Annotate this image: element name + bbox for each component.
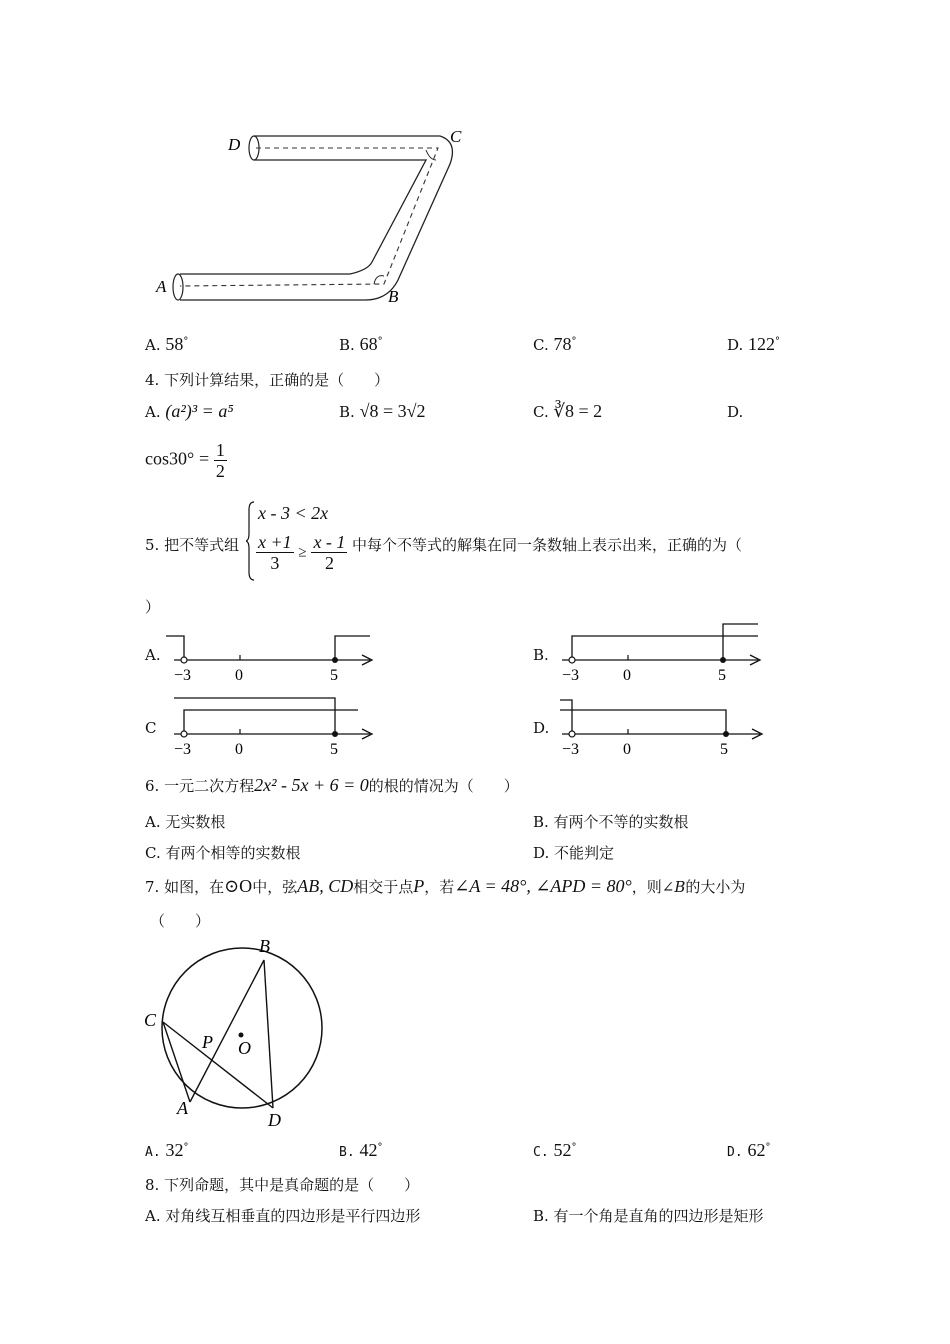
number-line-c: [160, 692, 380, 758]
svg-text:P: P: [202, 1032, 213, 1052]
q5-option-c-letter: C: [145, 719, 157, 737]
angle-conditions: ∠A = 48°, ∠APD = 80°: [454, 876, 632, 896]
option-expr: (a²)³ = a⁵: [165, 401, 234, 421]
number-line-a: [160, 628, 380, 686]
svg-text:O: O: [238, 1038, 251, 1058]
number-line-d: [548, 692, 768, 758]
svg-text:5: 5: [330, 741, 338, 758]
fraction-right: $\frac{x - 1}{2}$: [311, 532, 347, 573]
q7-option-b: B. 42°: [339, 1140, 383, 1160]
q6-stem: [145, 775, 519, 796]
fraction-left: $\frac{x +1}{3}$: [258, 532, 292, 573]
option-value: 78: [553, 334, 572, 354]
q3-option-b: [339, 334, 383, 355]
option-letter: B.: [339, 336, 355, 354]
svg-text:5: 5: [718, 667, 726, 684]
degree-sign: °: [377, 336, 383, 347]
svg-text:A: A: [177, 1098, 188, 1118]
option-letter: C.: [533, 1145, 549, 1160]
q5-option-d-letter: D.: [533, 719, 550, 737]
q8-stem: 8. 下列命题，其中是真命题的是（ ）: [145, 1176, 420, 1194]
q3-option-a: [145, 334, 188, 355]
degree-sign: °: [183, 336, 189, 347]
q7-option-a: A. 32°: [145, 1140, 189, 1160]
q8-option-a: A. 对角线互相垂直的四边形是平行四边形: [145, 1207, 421, 1225]
q6-option-d: D. 不能判定: [533, 844, 615, 862]
point-p: P: [413, 876, 425, 896]
pipe-end-a: [173, 274, 183, 300]
q4-option-a: [145, 401, 234, 422]
chord-ab: [190, 960, 264, 1102]
option-value: 68: [359, 334, 378, 354]
q5-option-b-letter: B.: [533, 646, 549, 664]
number-line-b: [548, 620, 768, 686]
option-expr: √8 = 3√2: [359, 401, 426, 421]
option-letter: D.: [727, 1145, 743, 1160]
chords: AB, CD: [297, 876, 354, 896]
svg-text:0: 0: [235, 667, 243, 684]
q5-inequality-1: x - 3 < 2x: [258, 503, 329, 523]
option-letter: C.: [533, 336, 549, 354]
option-letter: B.: [339, 403, 355, 421]
svg-text:0: 0: [623, 741, 631, 758]
option-expr: cos30°: [145, 448, 195, 469]
chord-cd: [163, 1022, 273, 1108]
svg-text:B: B: [259, 936, 270, 956]
q6-equation: 2x² - 5x + 6 = 0: [254, 775, 369, 795]
svg-text:−3: −3: [562, 741, 580, 758]
option-letter: A.: [145, 403, 161, 421]
q6-option-a: A. 无实数根: [145, 813, 226, 831]
svg-text:−3: −3: [562, 667, 580, 684]
q4-option-d-letter: D.: [727, 403, 744, 421]
pipe-axis: [180, 148, 438, 286]
label-a: A: [156, 277, 167, 296]
label-b: B: [388, 287, 399, 306]
pipe-outline-inner: [180, 160, 426, 274]
svg-text:0: 0: [623, 667, 631, 684]
q5-stem-after: 中每个不等式的解集在同一条数轴上表示出来，正确的为（: [352, 536, 743, 554]
svg-text:−3: −3: [174, 741, 192, 758]
q4-stem: 4. 下列计算结果，正确的是（ ）: [145, 371, 390, 389]
q6-option-c: C. 有两个相等的实数根: [145, 844, 301, 862]
angle-arc-c: [426, 150, 436, 160]
option-letter: A.: [145, 336, 161, 354]
q7-stem: 7. 如图，在⊙O中，弦AB, CD相交于点P，若∠A = 48°, ∠APD = 80°，则∠B的大小为: [145, 876, 746, 896]
q4-option-b: [339, 401, 426, 422]
q3-option-d: [727, 334, 780, 355]
angle-arc-b: [374, 276, 384, 284]
q8-option-b: B. 有一个角是直角的四边形是矩形: [533, 1207, 764, 1225]
label-d: D: [228, 135, 241, 154]
svg-text:5: 5: [720, 741, 728, 758]
q3-option-c: [533, 334, 577, 355]
segment-ca: [163, 1022, 190, 1102]
q6-stem-after: 的根的情况为（ ）: [368, 777, 519, 795]
option-letter: D.: [727, 336, 744, 354]
q7-option-d: D. 62°: [727, 1140, 771, 1160]
svg-text:5: 5: [330, 667, 338, 684]
degree-sign: °: [775, 336, 781, 347]
pipe-figure: [150, 120, 480, 310]
q5-stem-before: 5. 把不等式组: [145, 536, 240, 554]
circle-symbol: ⊙O: [224, 876, 253, 896]
q4-option-d-expr: cos30° = $\frac{1}{2}$: [145, 440, 225, 481]
segment-bd: [264, 960, 273, 1108]
q6-stem-before: 6. 一元二次方程: [145, 777, 255, 795]
brace: [246, 500, 256, 582]
q6-option-b: B. 有两个不等的实数根: [533, 813, 689, 831]
fraction: $\frac{1}{2}$: [215, 440, 225, 481]
svg-text:C: C: [144, 1010, 157, 1030]
option-letter: B.: [339, 1145, 355, 1160]
circle-figure: [140, 932, 340, 1132]
q7-stem-close: （ ）: [150, 912, 211, 930]
svg-text:D: D: [268, 1110, 281, 1130]
q5-stem-close: ）: [145, 598, 161, 616]
option-value: 122: [748, 334, 776, 354]
q5-inequality-2: $\frac{x +1}{3}$ ≥ $\frac{x - 1}{2}$: [256, 532, 347, 573]
q5-option-a-letter: A.: [145, 646, 161, 664]
center-point: [239, 1033, 244, 1038]
q4-option-c: [533, 401, 602, 422]
label-c: C: [450, 127, 462, 146]
q7-option-c: C. 52°: [533, 1140, 577, 1160]
degree-sign: °: [571, 336, 577, 347]
option-letter: C.: [533, 403, 549, 421]
option-letter: A.: [145, 1145, 161, 1160]
svg-text:0: 0: [235, 741, 243, 758]
svg-text:−3: −3: [174, 667, 192, 684]
option-value: 58: [165, 334, 184, 354]
option-expr: ∛8 = 2: [553, 401, 603, 421]
